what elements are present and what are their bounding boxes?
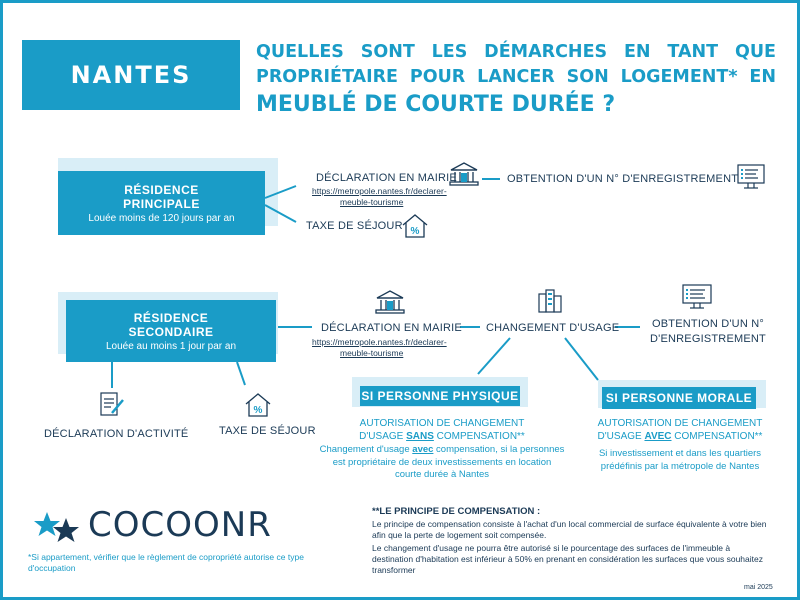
line-principale-taxe <box>265 205 296 222</box>
line-secondaire-taxe <box>237 362 245 385</box>
secondaire-link-2[interactable]: meuble-tourisme <box>340 348 404 358</box>
principale-link[interactable] <box>312 186 447 208</box>
secondaire-box <box>66 300 276 362</box>
physique-auth-2-pre: D'USAGE <box>359 430 407 442</box>
principale-link-1[interactable]: https://metropole.nantes.fr/declarer- <box>312 186 447 196</box>
principale-subtitle: Louée moins de 120 jours par an <box>88 213 235 224</box>
morale-auth-2-post: COMPENSATION** <box>671 430 763 442</box>
footnote: *Si appartement, vérifier que le règlement de copropriété autorise ce type d'occupation <box>28 552 304 573</box>
svg-text:%: % <box>410 226 420 237</box>
line-changement-physique <box>478 338 510 374</box>
morale-auth-2 <box>580 431 780 444</box>
morale-auth <box>580 418 780 443</box>
compensation-p2: Le changement d'usage ne pourra être autorisé si le pourcentage des surfaces de l'immeuble à destination d'habitation est inférieur à 50% en prenant en considération les surfaces que vous souhaitez transformer <box>372 543 763 575</box>
physique-note-1-post: compensation, si la personnes <box>433 444 565 455</box>
svg-text:%: % <box>253 405 263 416</box>
secondaire-link-1[interactable]: https://metropole.nantes.fr/declarer- <box>312 337 447 347</box>
secondaire-obtention <box>648 317 768 347</box>
tax-house-icon <box>244 392 272 418</box>
physique-note-1 <box>306 444 578 457</box>
title-line-1: QUELLES SONT LES DÉMARCHES EN TANT QUE <box>256 42 776 62</box>
tax-house-icon <box>401 213 429 239</box>
principale-link-2[interactable]: meuble-tourisme <box>340 197 404 207</box>
title-line-2: PROPRIÉTAIRE POUR LANCER SON LOGEMENT* EN <box>256 67 776 87</box>
town-hall-icon <box>375 288 405 316</box>
principale-title-1: RÉSIDENCE <box>124 183 199 197</box>
principale-obtention: OBTENTION D'UN N° D'ENREGISTREMENT <box>507 173 739 185</box>
date-label: mai 2025 <box>744 584 773 591</box>
buildings-icon <box>537 288 563 316</box>
compensation-heading: **LE PRINCIPE DE COMPENSATION : <box>372 506 541 517</box>
secondaire-obtention-1: OBTENTION D'UN N° <box>652 318 764 330</box>
physique-label: SI PERSONNE PHYSIQUE <box>360 386 520 406</box>
line-changement-morale <box>565 338 598 380</box>
city-name: NANTES <box>70 61 192 89</box>
morale-note-1: Si investissement et dans les quartiers <box>598 448 762 459</box>
morale-note-2: prédéfinis par la métropole de Nantes <box>600 460 760 472</box>
secondaire-subtitle: Louée au moins 1 jour par an <box>105 341 237 352</box>
morale-auth-2-em: AVEC <box>644 430 672 442</box>
secondaire-declaration: DÉCLARATION EN MAIRIE <box>321 322 462 334</box>
physique-note <box>306 444 578 482</box>
title-line-3: MEUBLÉ DE COURTE DURÉE ? <box>256 92 616 117</box>
principale-title-2: PRINCIPALE <box>123 197 200 211</box>
physique-auth-2 <box>342 431 542 444</box>
secondaire-link[interactable] <box>312 337 447 359</box>
line-principale-declaration <box>265 186 296 198</box>
changement-usage: CHANGEMENT D'USAGE <box>486 322 620 334</box>
physique-auth-2-post: COMPENSATION** <box>433 430 525 442</box>
town-hall-icon <box>449 160 479 188</box>
secondaire-taxe: TAXE DE SÉJOUR <box>219 425 316 437</box>
declaration-activite: DÉCLARATION D'ACTIVITÉ <box>44 428 189 440</box>
principale-taxe: TAXE DE SÉJOUR <box>306 220 403 232</box>
physique-note-3: courte durée à Nantes <box>394 469 489 480</box>
document-pen-icon <box>98 390 126 418</box>
physique-auth-1: AUTORISATION DE CHANGEMENT <box>359 418 525 429</box>
compensation-p1: Le principe de compensation consiste à l'achat d'un local commercial de surface équivalente à votre bien afin que la perte de logement soit compensée. <box>372 519 767 540</box>
morale-label: SI PERSONNE MORALE <box>602 387 756 409</box>
physique-note-2: est propriétaire de deux investissements en location <box>332 456 552 468</box>
physique-auth-2-em: SANS <box>406 430 434 442</box>
secondaire-title-2: SECONDAIRE <box>128 325 214 339</box>
registration-computer-icon <box>736 163 766 191</box>
principale-declaration: DÉCLARATION EN MAIRIE <box>316 172 457 184</box>
cocoonr-logo-text: COCOONR <box>88 505 272 545</box>
morale-auth-1: AUTORISATION DE CHANGEMENT <box>597 418 763 429</box>
physique-auth <box>342 418 542 443</box>
physique-note-1-em: avec <box>412 444 434 455</box>
registration-computer-icon <box>681 283 713 311</box>
morale-note <box>580 448 780 473</box>
cocoonr-stars-logo-icon <box>32 508 82 548</box>
morale-auth-2-pre: D'USAGE <box>597 430 645 442</box>
compensation-block <box>372 506 772 576</box>
physique-note-1-pre: Changement d'usage <box>319 444 413 455</box>
secondaire-obtention-2: D'ENREGISTREMENT <box>650 333 766 345</box>
secondaire-title-1: RÉSIDENCE <box>133 311 209 325</box>
